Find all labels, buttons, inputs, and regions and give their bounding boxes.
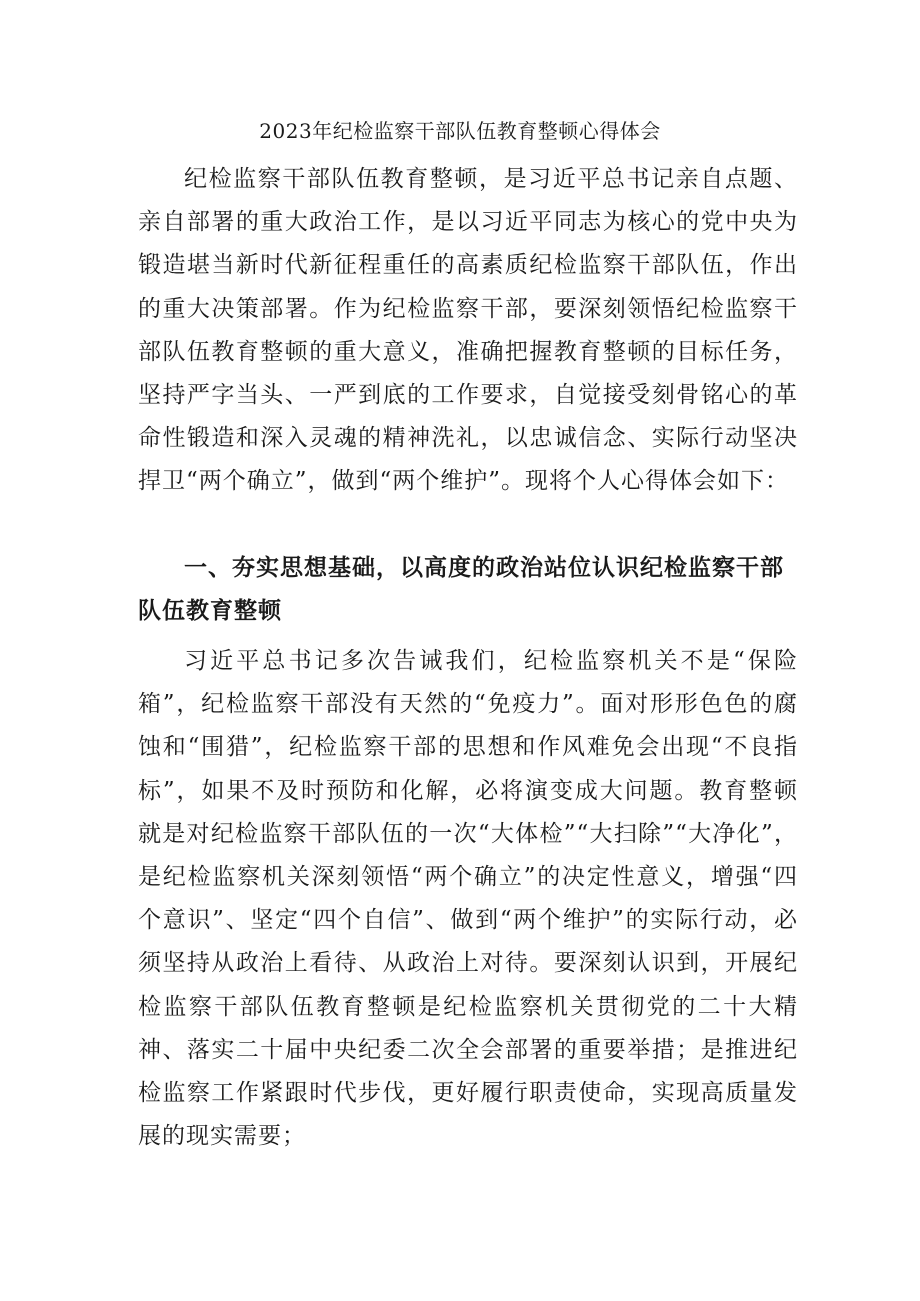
section-heading: 一、夯实思想基础，以高度的政治站位认识纪检监察干部队伍教育整顿 — [138, 554, 784, 625]
document-title: 2023年纪检监察干部队伍教育整顿心得体会 — [259, 119, 661, 143]
body-paragraph: 习近平总书记多次告诫我们，纪检监察机关不是“保险箱”，纪检监察干部没有天然的“免疫力”。面对形形色色的腐蚀和“围猎”，纪检监察干部的思想和作风难免会出现“不良指标”，如果不及时预防和化解，必将演变成大问题。教育整顿就是对纪检监察干部队伍的一次“大体检”“大扫除”“大净化”，是纪检监察机关深刻领悟“两个确立”的决定性意义，增强“四个意识”、坚定“四个自信”、做到“两个维护”的实际行动，必须坚持从政治上看待、从政治上对待。要深刻认识到，开展纪检监察干部队伍教育整顿是纪检监察机关贯彻党的二十大精神、落实二十届中央纪委二次全会部署的重要举措；是推进纪检监察工作紧跟时代步伐，更好履行职责使命，实现高质量发展的现实需要； — [138, 648, 798, 1150]
intro-paragraph: 纪检监察干部队伍教育整顿，是习近平总书记亲自点题、亲自部署的重大政治工作，是以习近平同志为核心的党中央为锻造堪当新时代新征程重任的高素质纪检监察干部队伍，作出的重大决策部署。作为纪检监察干部，要深刻领悟纪检监察干部队伍教育整顿的重大意义，准确把握教育整顿的目标任务，坚持严字当头、一严到底的工作要求，自觉接受刻骨铭心的革命性锻造和深入灵魂的精神洗礼，以忠诚信念、实际行动坚决捍卫“两个确立”，做到“两个维护”。现将个人心得体会如下： — [138, 166, 798, 495]
